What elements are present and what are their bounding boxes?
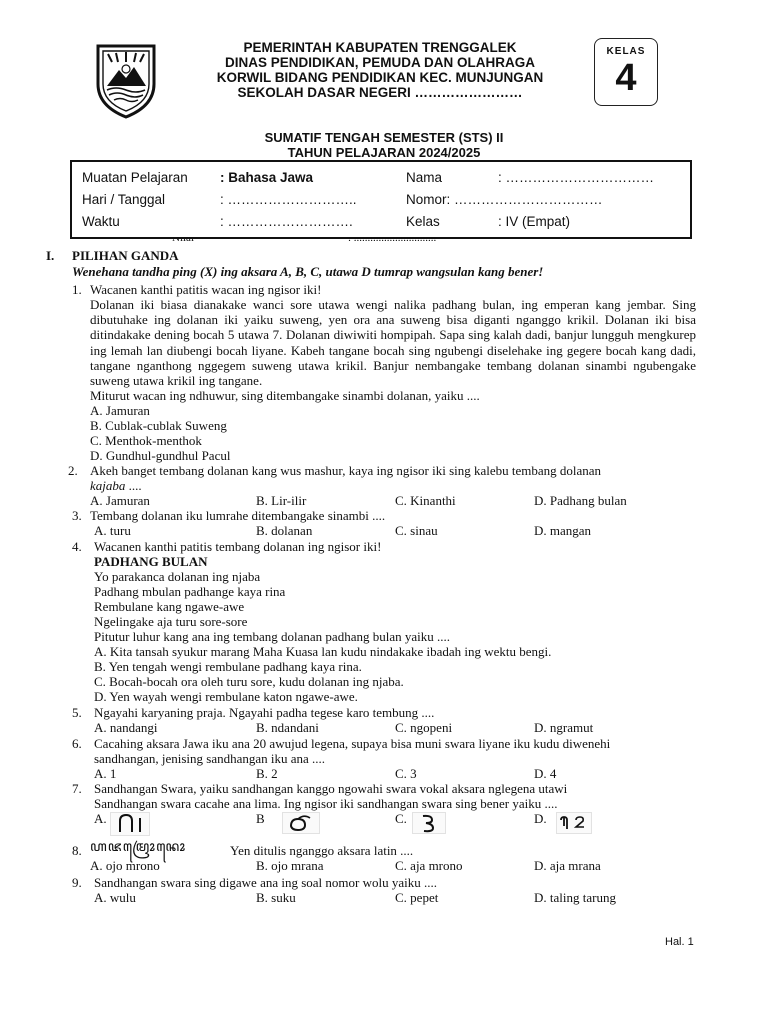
question-8-text: Yen ditulis nganggo aksara latin .... [230, 843, 414, 858]
question-9-option-a[interactable]: A. wulu [94, 890, 136, 905]
time-label: Waktu [82, 214, 120, 229]
question-7-option-b[interactable]: B [256, 811, 265, 826]
sandhangan-taling-tarung-icon [556, 812, 592, 834]
question-4-option-a[interactable]: A. Kita tansah syukur marang Maha Kuasa lan kudu nindakake ibadah ing wektu bengi. [94, 644, 552, 659]
question-5-option-d[interactable]: D. ngramut [534, 720, 594, 735]
song-lyric-1: Yo parakanca dolanan ing njaba [94, 569, 261, 584]
header-line-2: DINAS PENDIDIKAN, PEMUDA DAN OLAHRAGA [224, 55, 535, 70]
question-7-option-d[interactable]: D. [534, 811, 547, 826]
question-7-line-2: Sandhangan swara cacahe ana lima. Ing ngisor iki sandhangan swara sing bener yaiku .... [94, 796, 558, 811]
question-9-option-b[interactable]: B. suku [256, 890, 296, 905]
sandhangan-suku-icon [110, 812, 150, 836]
header-line-3: KORWIL BIDANG PENDIDIKAN KEC. MUNJUNGAN [216, 70, 544, 85]
question-2-line-2 [90, 478, 142, 493]
name-label: Nama [406, 170, 443, 185]
school-header [170, 40, 590, 100]
question-6-option-d[interactable]: D. 4 [534, 766, 557, 781]
exam-title: SUMATIF TENGAH SEMESTER (STS) II [264, 130, 504, 145]
question-7-option-c[interactable]: C. [395, 811, 407, 826]
song-title: PADHANG BULAN [94, 554, 208, 569]
question-4-text: Pitutur luhur kang ana ing tembang dolanan padhang bulan yaiku .... [94, 629, 450, 644]
page-number: Hal. 1 [665, 936, 694, 948]
question-5-option-a[interactable]: A. nandangi [94, 720, 158, 735]
question-2-option-b[interactable]: B. Lir-ilir [256, 493, 307, 508]
question-8-option-b[interactable]: B. ojo mrana [256, 858, 324, 873]
class-badge [594, 38, 658, 106]
question-4-option-d[interactable]: D. Yen wayah wengi rembulane katon ngawe-awe. [94, 689, 358, 704]
question-3-text: Tembang dolanan iku lumrahe ditembangake sinambi .... [90, 508, 386, 523]
question-8-number: 8. [72, 843, 82, 858]
class-value: : IV (Empat) [498, 214, 571, 229]
question-9-option-d[interactable]: D. taling tarung [534, 890, 616, 905]
subject-value: : Bahasa Jawa [220, 170, 314, 185]
student-info-box [70, 160, 692, 239]
header-line-4: SEKOLAH DASAR NEGERI …………………… [237, 85, 523, 100]
question-3-number: 3. [72, 508, 82, 523]
question-2-option-c[interactable]: C. Kinanthi [395, 493, 456, 508]
question-2-option-d[interactable]: D. Padhang bulan [534, 493, 627, 508]
question-1-option-d[interactable]: D. Gundhul-gundhul Pacul [90, 448, 231, 463]
song-lyric-3: Rembulane kang ngawe-awe [94, 599, 245, 614]
date-field[interactable]: : ……………………….. [220, 192, 357, 207]
question-2-number: 2. [68, 463, 78, 478]
question-6-number: 6. [72, 736, 82, 751]
question-3-option-d[interactable]: D. mangan [534, 523, 592, 538]
question-5-option-c[interactable]: C. ngopeni [395, 720, 453, 735]
question-2-emphasis: kajaba [90, 478, 126, 493]
question-3-option-a[interactable]: A. turu [94, 523, 131, 538]
question-1-number: 1. [72, 282, 82, 297]
question-5-number: 5. [72, 705, 82, 720]
question-8-option-d[interactable]: D. aja mrana [534, 858, 601, 873]
question-2-ellipsis: .... [125, 478, 142, 493]
question-6-option-a[interactable]: A. 1 [94, 766, 117, 781]
question-7-number: 7. [72, 781, 82, 796]
academic-year: TAHUN PELAJARAN 2024/2025 [287, 145, 481, 160]
question-1-option-a[interactable]: A. Jamuran [90, 403, 150, 418]
question-1-option-c[interactable]: C. Menthok-menthok [90, 433, 202, 448]
date-label: Hari / Tanggal [82, 192, 166, 207]
question-6-option-b[interactable]: B. 2 [256, 766, 278, 781]
question-8-option-a[interactable]: A. ojo mrono [90, 858, 160, 873]
question-4-number: 4. [72, 539, 82, 554]
question-3-option-b[interactable]: B. dolanan [256, 523, 313, 538]
section-title: PILIHAN GANDA [72, 248, 179, 263]
song-lyric-2: Padhang mbulan padhange kaya rina [94, 584, 286, 599]
question-9-option-c[interactable]: C. pepet [395, 890, 439, 905]
question-8-option-c[interactable]: C. aja mrono [395, 858, 463, 873]
question-7-line-1: Sandhangan Swara, yaiku sandhangan kanggo ngowahi swara vokal aksara nglegena utawi [94, 781, 568, 796]
class-label: Kelas [406, 214, 440, 229]
question-6-line-2: sandhangan, jenising sandhangan iku ana .... [94, 751, 326, 766]
header-line-1: PEMERINTAH KABUPATEN TRENGGALEK [243, 40, 517, 55]
question-4-option-b[interactable]: B. Yen tengah wengi rembulane padhang kaya rina. [94, 659, 362, 674]
question-2-line-1: Akeh banget tembang dolanan kang wus mashur, kaya ing ngisor iki sing kalebu tembang dolanan [90, 463, 602, 478]
question-2-option-a[interactable]: A. Jamuran [90, 493, 150, 508]
question-8-javanese-script: ꦲꦗꦩꦿꦺꦴꦤꦺꦴ [90, 839, 187, 855]
time-field[interactable]: : ………………………. [220, 214, 353, 229]
class-badge-label: KELAS [606, 46, 646, 57]
question-9-number: 9. [72, 875, 82, 890]
question-1-passage: Dolanan iki biasa dianakake wanci sore utawa wengi nalika padhang bulan, ing emperan kang jembar. Sing dibutuhake ing dolanan iki yaiku suweng, yen ora ana suweng bisa diganti nganggo krikil. Dolanan iki bisa ditindakake dening bocah 5 utawa 7. Dolanan diwiwiti hompipah. Sapa sing kalah dadi, banjur lungguh mengkurep ing lemah lan diubengi bocah liyane. Kabeh tangane bocah sing ngubengi diselehake ing gegere bocah kang dadi, tangane nganthong nggegem suweng utawa krikil. Banjur nembangake tembang dolanan sinambi ngubengake suweng utawa krikil ing tangane. [90, 297, 696, 389]
question-3-option-c[interactable]: C. sinau [395, 523, 438, 538]
question-1-stem: Wacanen kanthi patitis wacan ing ngisor iki! [90, 282, 322, 297]
class-badge-value: 4 [615, 57, 637, 99]
question-7-option-a[interactable]: A. [94, 811, 107, 826]
sandhangan-pepet-icon [412, 812, 446, 834]
question-4-option-c[interactable]: C. Bocah-bocah ora oleh turu sore, kudu dolanan ing njaba. [94, 674, 404, 689]
section-number: I. [46, 248, 55, 263]
section-instruction: Wenehana tandha ping (X) ing aksara A, B, C, utawa D tumrap wangsulan kang bener! [72, 264, 544, 279]
question-5-text: Ngayahi karyaning praja. Ngayahi padha tegese karo tembung .... [94, 705, 435, 720]
subject-label: Muatan Pelajaran [82, 170, 188, 185]
name-field[interactable]: : …………………………… [498, 170, 655, 185]
question-6-option-c[interactable]: C. 3 [395, 766, 417, 781]
song-lyric-4: Ngelingake aja turu sore-sore [94, 614, 248, 629]
question-6-line-1: Cacahing aksara Jawa iku ana 20 awujud legena, supaya bisa muni swara liyane iku kudu diwenehi [94, 736, 611, 751]
question-1-text: Miturut wacan ing ndhuwur, sing ditembangake sinambi dolanan, yaiku .... [90, 388, 480, 403]
question-5-option-b[interactable]: B. ndandani [256, 720, 319, 735]
trenggalek-regency-emblem-icon [92, 40, 160, 120]
sandhangan-taling-icon [282, 812, 320, 834]
question-9-text: Sandhangan swara sing digawe ana ing soal nomor wolu yaiku .... [94, 875, 437, 890]
question-1-option-b[interactable]: B. Cublak-cublak Suweng [90, 418, 227, 433]
question-4-stem: Wacanen kanthi patitis tembang dolanan ing ngisor iki! [94, 539, 382, 554]
number-field[interactable]: Nomor: …………………………… [406, 192, 603, 207]
